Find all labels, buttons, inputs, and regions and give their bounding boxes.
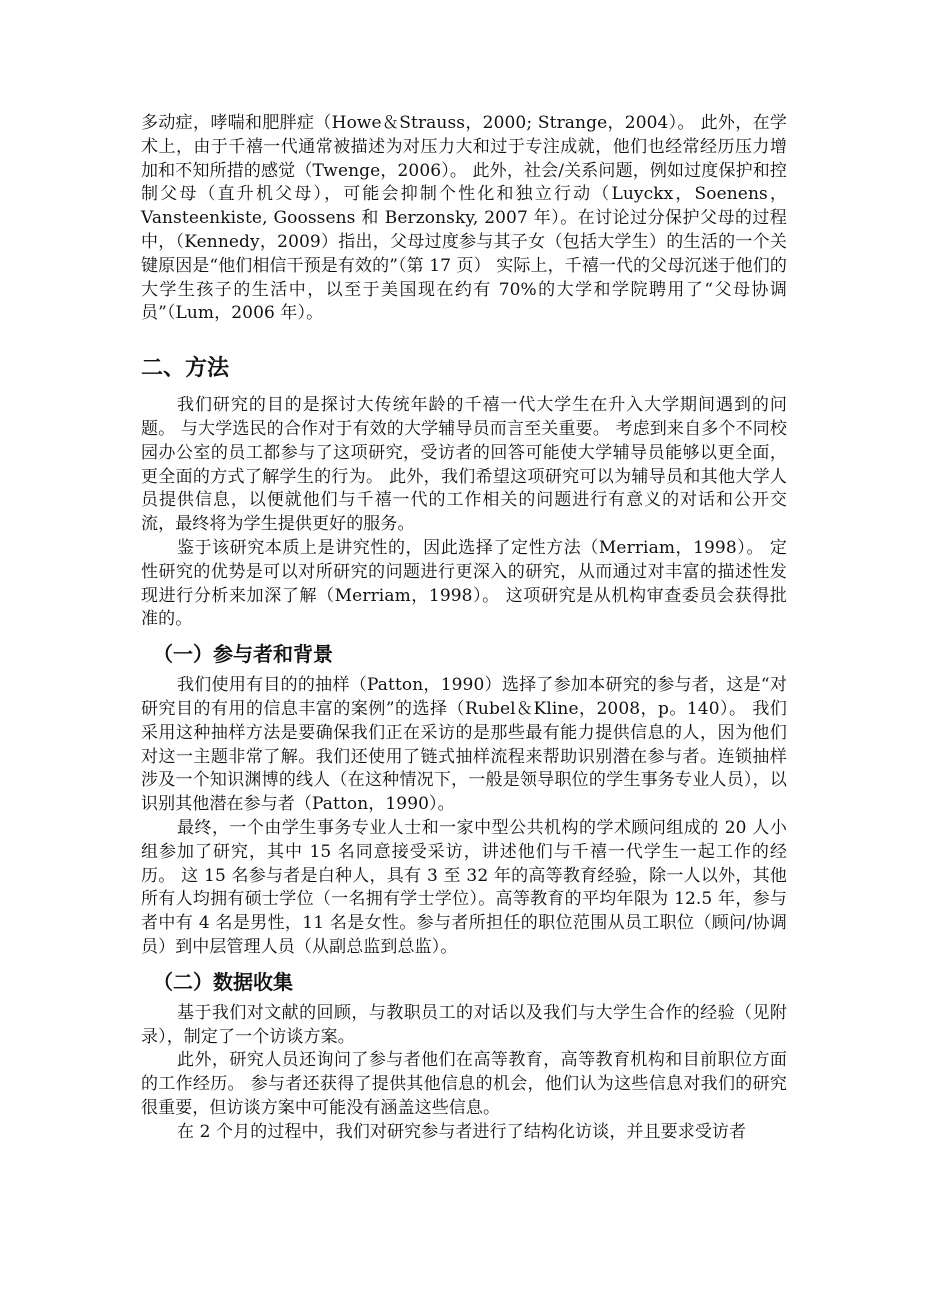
data-collection-paragraph-1: 基于我们对文献的回顾，与教职员工的对话以及我们与大学生合作的经验（见附录），制定了一个访谈方案。 <box>141 1002 787 1047</box>
subsection-heading-data-collection: （二）数据收集 <box>153 969 293 994</box>
subsection-heading-participants: （一）参与者和背景 <box>153 642 333 667</box>
methods-paragraph-1: 我们研究的目的是探讨大传统年龄的千禧一代大学生在升入大学期间遇到的问题。 与大学选民的合作对于有效的大学辅导员而言至关重要。 考虑到来自多个不同校园办公室的员工都参与了这项研究，受访者的回答可能使大学辅导员能够以更全面，更全面的方式了解学生的行为。 此外，我们希望这项研究可以为辅导员和其他大学人员提供信息，以便就他们与千禧一代的工作相关的问题进行有意义的对话和公开交流，最终将为学生提供更好的服务。 <box>141 395 787 535</box>
participants-paragraph-1: 我们使用有目的的抽样（Patton，1990）选择了参加本研究的参与者，这是“对研究目的有用的信息丰富的案例”的选择（Rubel＆Kline，2008，p。140）。 我们采用这种抽样方法是要确保我们正在采访的是那些最有能力提供信息的人，因为他们对这一主题非常了解。我们还使用了链式抽样流程来帮助识别潜在参与者。连锁抽样涉及一个知识渊博的线人（在这种情况下，一般是领导职位的学生事务专业人员），以识别其他潜在参与者（Patton，1990）。 <box>141 675 787 815</box>
methods-paragraph-2: 鉴于该研究本质上是讲究性的，因此选择了定性方法（Merriam，1998）。 定性研究的优势是可以对所研究的问题进行更深入的研究，从而通过对丰富的描述性发现进行分析来加深了解（Merriam，1998）。 这项研究是从机构审查委员会获得批准的。 <box>141 537 787 630</box>
section-heading-methods: 二、方法 <box>141 356 230 382</box>
intro-paragraph: 多动症，哮喘和肥胖症（Howe＆Strauss，2000; Strange，2004）。 此外，在学术上，由于千禧一代通常被描述为对压力大和过于专注成就，他们也经常经历压力增加和不知所措的感觉（Twenge，2006）。 此外，社会/关系问题，例如过度保护和控制父母（直升机父母），可能会抑制个性化和独立行动（Luyckx，Soenens，Vansteenkiste, Goossens 和 Berzonsky, 2007 年）。在讨论过分保护父母的过程中，（Kennedy，2009）指出，父母过度参与其子女（包括大学生）的生活的一个关键原因是“他们相信干预是有效的”（第 17 页） 实际上，千禧一代的父母沉迷于他们的大学生孩子的生活中，以至于美国现在约有 70%的大学和学院聘用了“父母协调员”（Lum，2006 年）。 <box>141 113 788 324</box>
data-collection-paragraph-2: 此外，研究人员还询问了参与者他们在高等教育，高等教育机构和目前职位方面的工作经历。 参与者还获得了提供其他信息的机会，他们认为这些信息对我们的研究很重要，但访谈方案中可能没有涵盖这些信息。 <box>141 1050 787 1118</box>
participants-paragraph-2: 最终，一个由学生事务专业人士和一家中型公共机构的学术顾问组成的 20 人小组参加了研究，其中 15 名同意接受采访，讲述他们与千禧一代学生一起工作的经历。 这 15 名参与者是白种人，具有 3 至 32 年的高等教育经验，除一人以外，其他所有人均拥有硕士学位（一名拥有学士学位）。高等教育的平均年限为 12.5 年，参与者中有 4 名是男性，11 名是女性。参与者所担任的职位范围从员工职位（顾问/协调员）到中层管理人员（从副总监到总监）。 <box>141 817 787 957</box>
data-collection-paragraph-3: 在 2 个月的过程中，我们对研究参与者进行了结构化访谈，并且要求受访者 <box>177 1121 747 1142</box>
document-page <box>141 112 787 1144</box>
